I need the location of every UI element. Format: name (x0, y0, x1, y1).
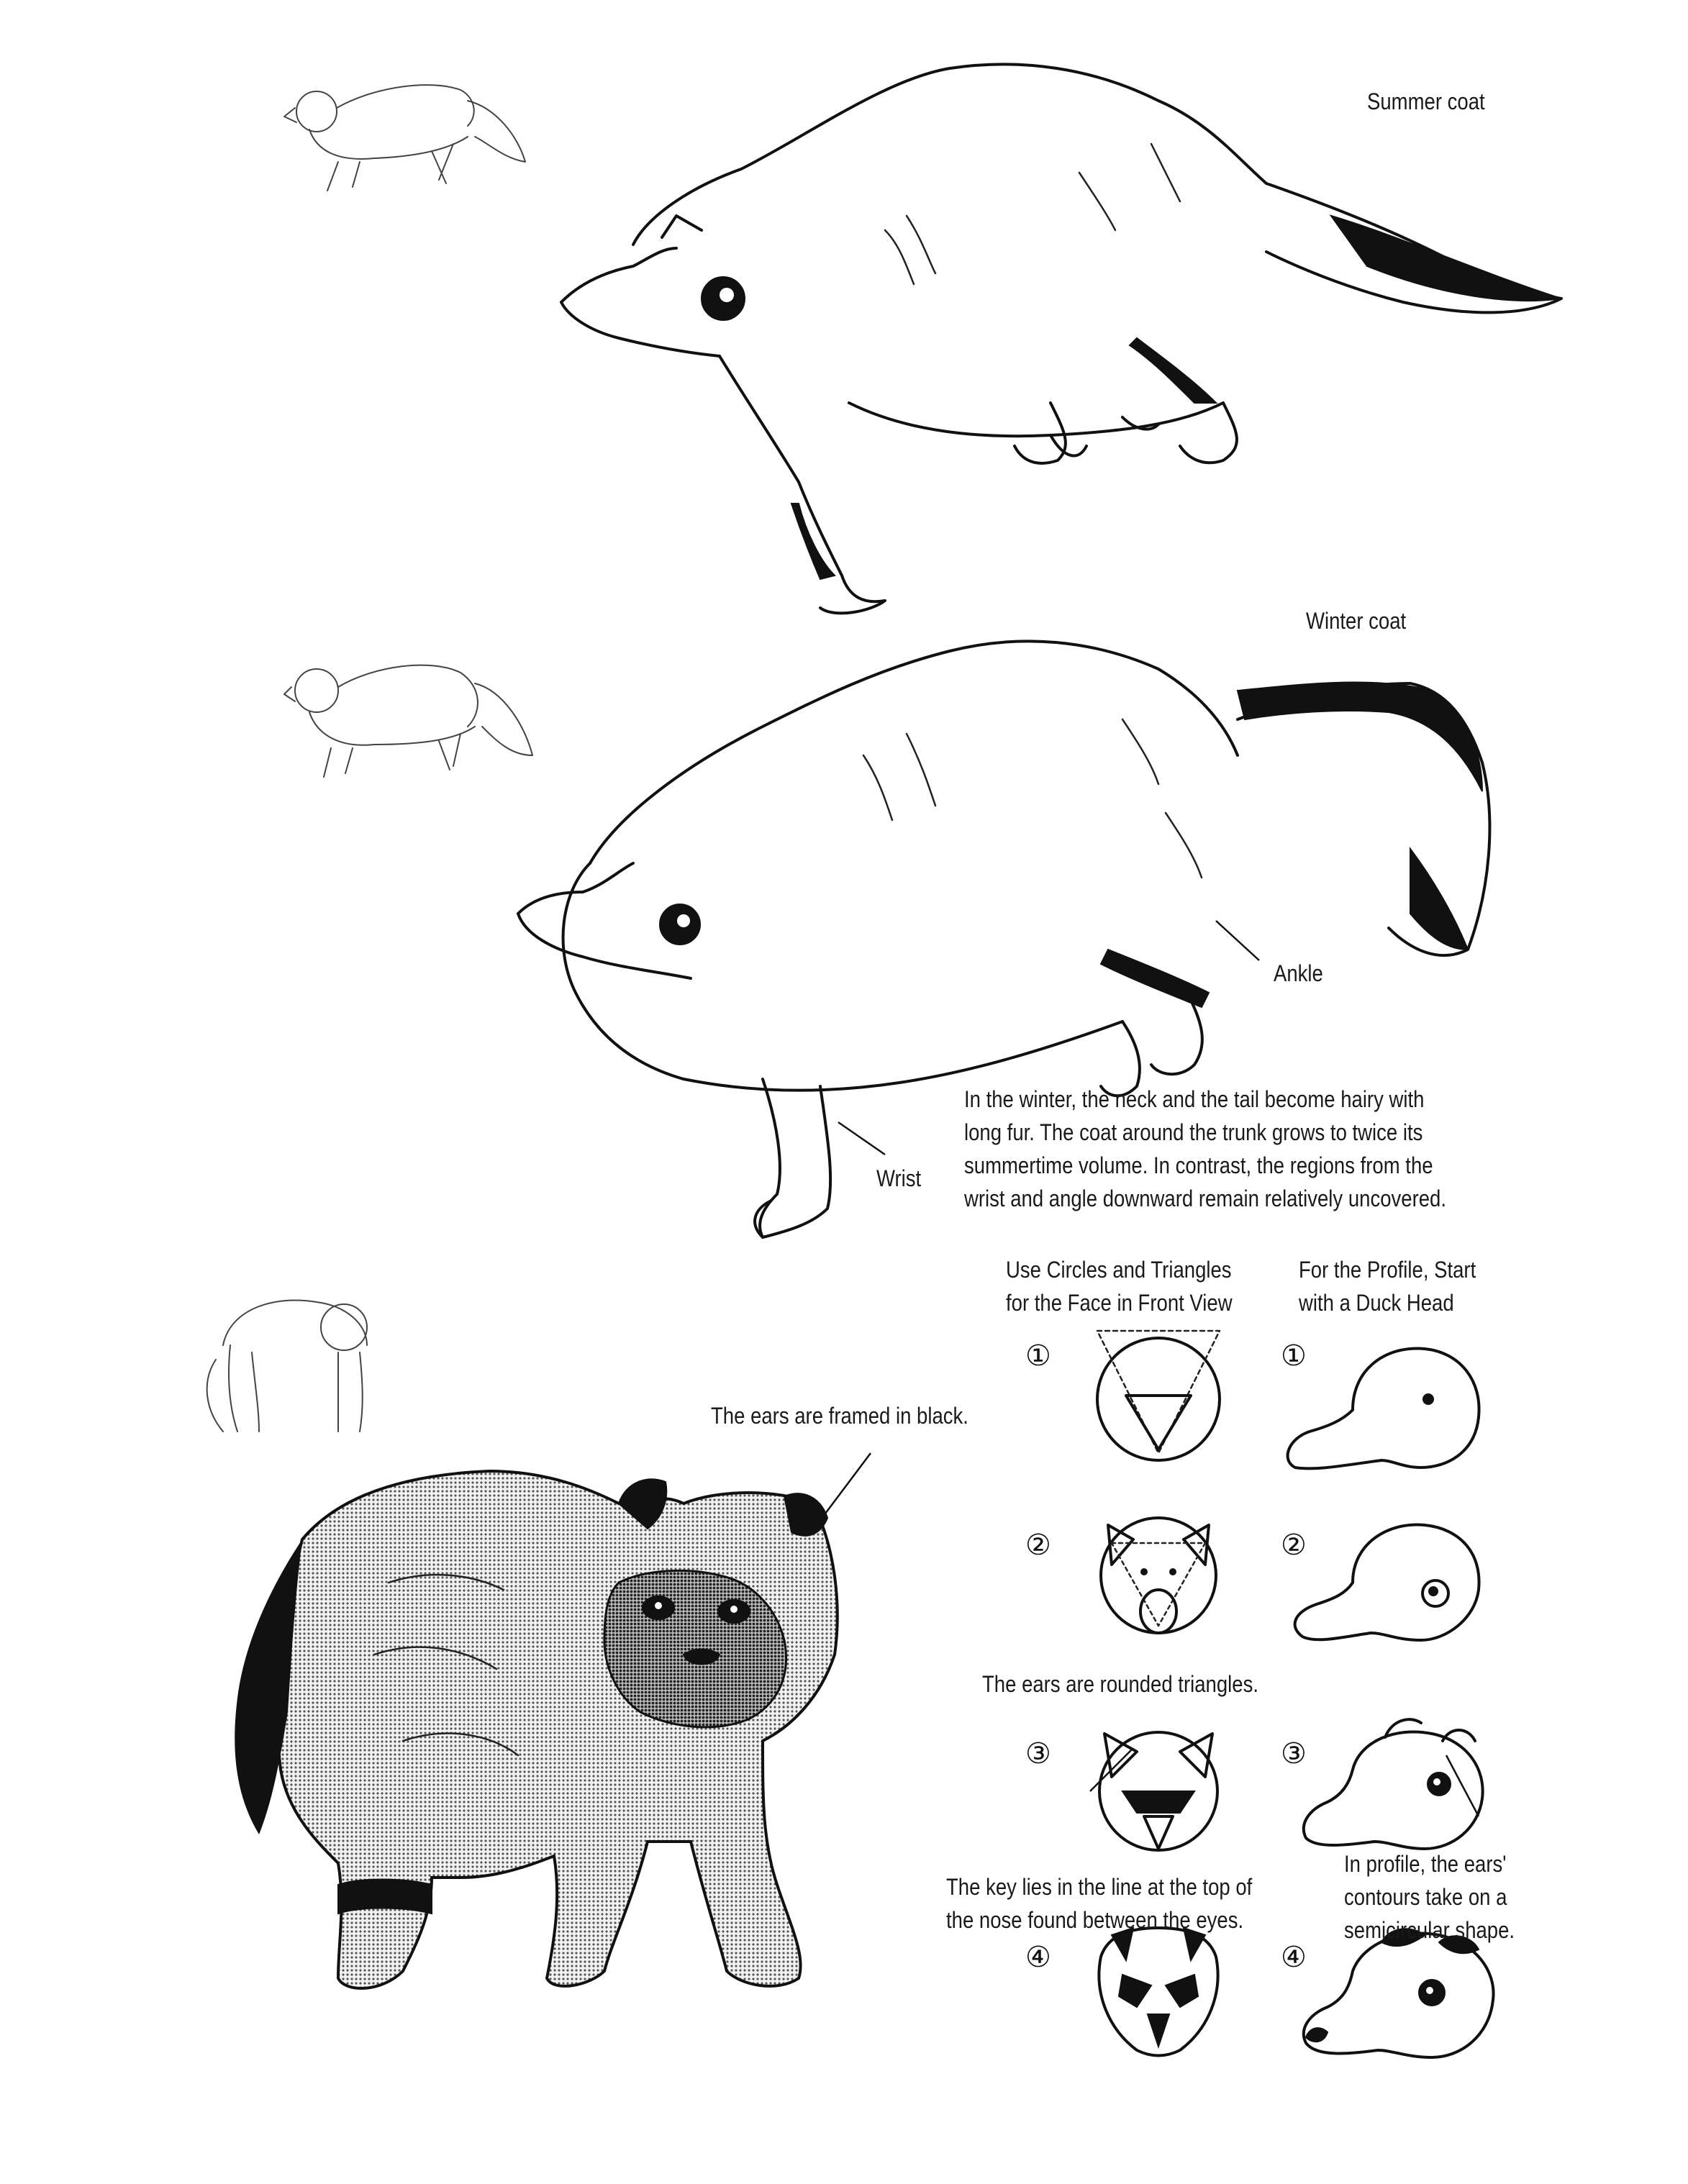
profile-step-2-diagram (1295, 1524, 1479, 1640)
wrist-leader-line (838, 1122, 885, 1155)
front-step-1-number: ① (1025, 1339, 1051, 1373)
key-note-line: the nose found between the eyes. (946, 1907, 1244, 1933)
winter-coat-label: Winter coat (1306, 608, 1407, 634)
front-step-3-number: ③ (1025, 1737, 1051, 1770)
winter-paragraph-line: long fur. The coat around the trunk grows to twice its (964, 1119, 1423, 1145)
front-step-2-number: ② (1025, 1529, 1051, 1562)
front-step-3-diagram (1099, 1732, 1217, 1850)
front-step-1-diagram (1097, 1331, 1220, 1460)
profile-step-1-number: ① (1281, 1339, 1307, 1373)
key-note-line: The key lies in the line at the top of (946, 1874, 1253, 1900)
ankle-leader-line (1216, 921, 1259, 960)
front-view-heading-line: Use Circles and Triangles (1006, 1257, 1232, 1283)
front-shaded-raccoon-dog (235, 1471, 838, 1988)
front-construction-sketch (207, 1301, 367, 1432)
ears-framed-label: The ears are framed in black. (711, 1403, 968, 1429)
front-view-heading-line: for the Face in Front View (1006, 1290, 1233, 1316)
summer-coat-label: Summer coat (1367, 88, 1485, 114)
profile-step-1-diagram (1288, 1348, 1479, 1468)
profile-view-heading-line: For the Profile, Start (1299, 1257, 1476, 1283)
front-step-4-number: ④ (1025, 1941, 1051, 1974)
winter-paragraph-line: wrist and angle downward remain relatively uncovered. (964, 1186, 1446, 1211)
profile-step-3-number: ③ (1281, 1737, 1307, 1770)
profile-step-4-number: ④ (1281, 1941, 1307, 1974)
summer-construction-sketch (284, 85, 525, 191)
profile-step-4-diagram (1304, 1929, 1494, 2057)
ears-rounded-label: The ears are rounded triangles. (982, 1671, 1258, 1697)
front-step-2-diagram (1101, 1518, 1216, 1633)
profile-step-2-number: ② (1281, 1529, 1307, 1562)
front-step-4-diagram (1099, 1928, 1217, 2056)
winter-paragraph-line: summertime volume. In contrast, the regions from the (964, 1152, 1433, 1178)
wrist-label: Wrist (876, 1165, 922, 1191)
ankle-label: Ankle (1274, 960, 1323, 986)
winter-paragraph-line: In the winter, the neck and the tail become hairy with (964, 1086, 1425, 1112)
profile-note-line: contours take on a (1344, 1884, 1507, 1910)
profile-view-heading-line: with a Duck Head (1299, 1290, 1454, 1316)
summer-coat-raccoon-dog (561, 64, 1561, 613)
winter-construction-sketch (284, 665, 532, 777)
profile-note-line: In profile, the ears' (1344, 1851, 1507, 1877)
profile-note-line: semicircular shape. (1344, 1917, 1515, 1943)
profile-step-3-diagram (1304, 1719, 1483, 1849)
